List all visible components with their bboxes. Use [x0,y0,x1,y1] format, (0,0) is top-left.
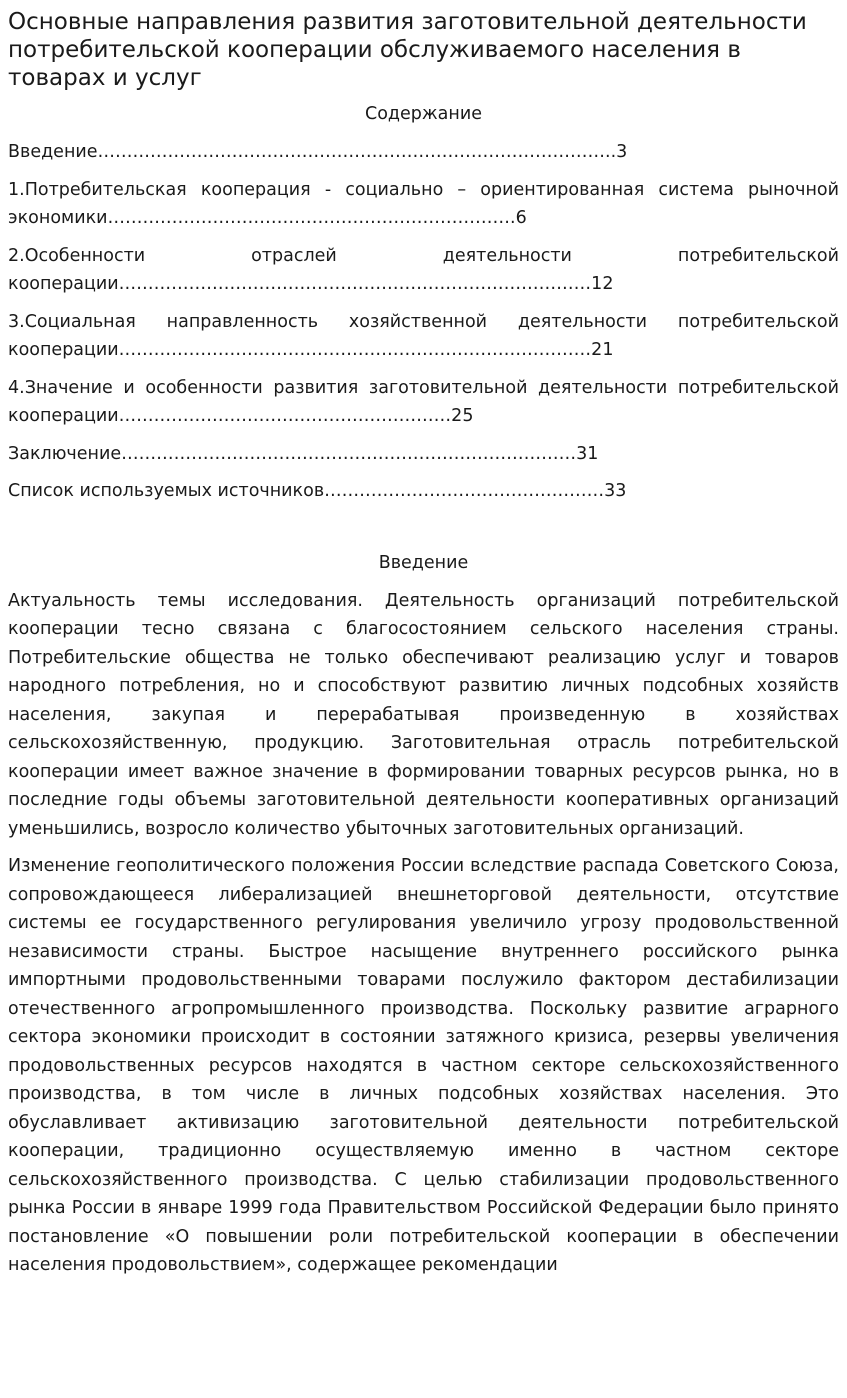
table-of-contents [8,138,839,506]
introduction-heading: Введение [378,552,469,573]
toc-item-introduction: Введение……………………………………………………………………………..3 [8,142,628,162]
toc-item-chapter-2: 2.Особенности отраслей деятельности потребительской кооперации………………………………………………………………………12 [8,245,839,294]
toc-item-chapter-3: 3.Социальная направленность хозяйственной деятельности потребительской кооперации………………………………………………………………………21 [8,311,839,360]
toc-item-chapter-1: 1.Потребительская кооперация - социально – ориентированная система рыночной экономики…………………………………………………………….6 [8,179,839,228]
section-spacer [8,515,839,551]
document-title: Основные направления развития заготовительной деятельности потребительской кооперации обслуживаемого населения в товарах и услуг [8,9,807,91]
toc-item-conclusion: Заключение……………………………………………………………………31 [8,443,599,464]
toc-heading: Содержание [365,104,482,124]
toc-item-chapter-4: 4.Значение и особенности развития заготовительной деятельности потребительской кооперации…………………………………………………25 [8,377,839,426]
paragraph: Изменение геополитического положения России вследствие распада Советского Союза, сопровождающееся либерализацией внешнеторговой деятельности, отсутствие системы ее государственного регулирования увеличило угрозу продовольственной независимости страны. Быстрое насыщение внутреннего российского рынка импортными продовольственными товарами послужило фактором дестабилизации отечественного агропромышленного производства. Поскольку развитие аграрного сектора экономики происходит в состоянии затяжного кризиса, резервы увеличения продовольственных ресурсов находятся в частном секторе сельскохозяйственного производства, в том числе в личных подсобных хозяйствах населения. Это обуславливает активизацию заготовительной деятельности потребительской кооперации, традиционно осуществляемую именно в частном секторе сельскохозяйственного производства. С целью стабилизации продовольственного рынка России в январе 1999 года Правительством Российской Федерации было принято постановление «О повышении роли потребительской кооперации в обеспечении населения продовольствием», содержащее рекомендации [8,856,839,1275]
toc-item-references: Список используемых источников…………………………………………33 [8,481,627,501]
paragraph: Актуальность темы исследования. Деятельность организаций потребительской кооперации тесно связана с благосостоянием сельского населения страны. Потребительские общества не только обеспечивают реализацию услуг и товаров народного потребления, но и способствуют развитию личных подсобных хозяйств населения, закупая и перерабатывая произведенную в хозяйствах сельскохозяйственную, продукцию. Заготовительная отрасль потребительской кооперации имеет важное значение в формировании товарных ресурсов рынка, но в последние годы объемы заготовительной деятельности кооперативных организаций уменьшились, возросло количество убыточных заготовительных организаций. [8,590,839,839]
